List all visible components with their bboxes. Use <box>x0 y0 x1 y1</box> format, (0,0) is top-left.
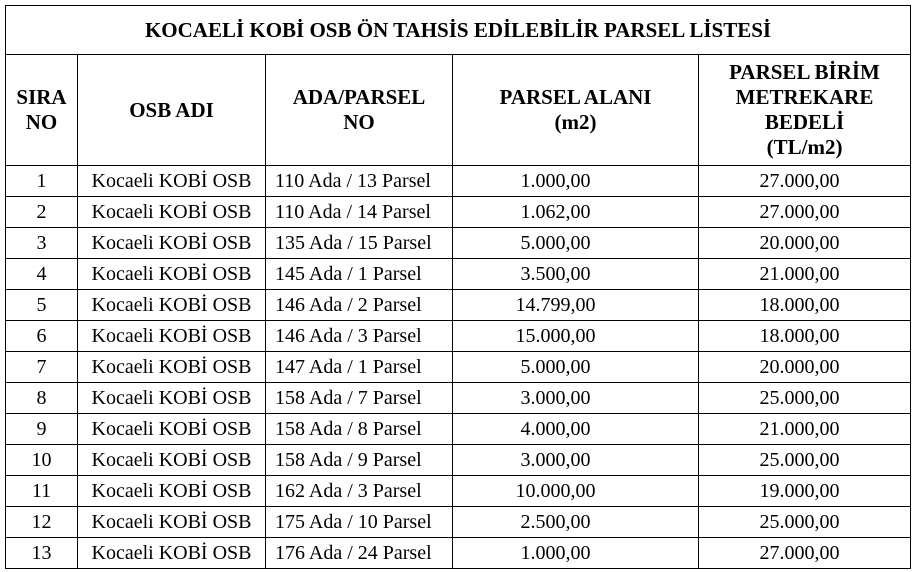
cell-birim-bedel: 18.000,00 <box>699 321 911 352</box>
cell-ada-parsel: 158 Ada / 7 Parsel <box>266 383 453 414</box>
table-row <box>6 538 911 569</box>
table-title: KOCAELİ KOBİ OSB ÖN TAHSİS EDİLEBİLİR PARSEL LİSTESİ <box>6 6 911 55</box>
table-row <box>6 321 911 352</box>
cell-ada-parsel: 110 Ada / 13 Parsel <box>266 166 453 197</box>
cell-birim-bedel: 27.000,00 <box>699 538 911 569</box>
cell-ada-parsel: 146 Ada / 2 Parsel <box>266 290 453 321</box>
header-line: ADA/PARSEL <box>292 85 426 109</box>
cell-parsel-alani: 3.500,00 <box>453 259 699 290</box>
header-line: (TL/m2) <box>766 135 843 159</box>
cell-parsel-alani: 10.000,00 <box>453 476 699 507</box>
cell-osb-adi: Kocaeli KOBİ OSB <box>78 259 266 290</box>
header-birim-bedel <box>699 55 911 166</box>
cell-parsel-alani: 1.000,00 <box>453 538 699 569</box>
cell-birim-bedel: 18.000,00 <box>699 290 911 321</box>
table-row <box>6 228 911 259</box>
cell-parsel-alani: 1.000,00 <box>453 166 699 197</box>
cell-parsel-alani: 2.500,00 <box>453 507 699 538</box>
cell-sira-no: 8 <box>6 383 78 414</box>
header-line: NO <box>25 110 58 134</box>
header-line: OSB ADI <box>129 97 214 122</box>
cell-ada-parsel: 158 Ada / 9 Parsel <box>266 445 453 476</box>
header-sira-no <box>6 55 78 166</box>
cell-parsel-alani: 14.799,00 <box>453 290 699 321</box>
parcel-list-document <box>5 5 910 567</box>
cell-osb-adi: Kocaeli KOBİ OSB <box>78 352 266 383</box>
cell-birim-bedel: 20.000,00 <box>699 352 911 383</box>
header-line: PARSEL BİRİM <box>729 60 880 84</box>
cell-osb-adi: Kocaeli KOBİ OSB <box>78 414 266 445</box>
cell-parsel-alani: 5.000,00 <box>453 352 699 383</box>
table-row <box>6 507 911 538</box>
cell-sira-no: 12 <box>6 507 78 538</box>
cell-osb-adi: Kocaeli KOBİ OSB <box>78 445 266 476</box>
parcel-table <box>5 5 911 569</box>
cell-sira-no: 5 <box>6 290 78 321</box>
cell-birim-bedel: 27.000,00 <box>699 166 911 197</box>
header-line: BEDELİ <box>764 110 845 134</box>
header-ada-parsel <box>266 55 453 166</box>
table-row <box>6 476 911 507</box>
cell-parsel-alani: 15.000,00 <box>453 321 699 352</box>
cell-osb-adi: Kocaeli KOBİ OSB <box>78 538 266 569</box>
header-line: NO <box>343 110 375 134</box>
table-row <box>6 259 911 290</box>
cell-ada-parsel: 135 Ada / 15 Parsel <box>266 228 453 259</box>
cell-ada-parsel: 145 Ada / 1 Parsel <box>266 259 453 290</box>
cell-birim-bedel: 25.000,00 <box>699 445 911 476</box>
cell-ada-parsel: 158 Ada / 8 Parsel <box>266 414 453 445</box>
cell-osb-adi: Kocaeli KOBİ OSB <box>78 321 266 352</box>
cell-osb-adi: Kocaeli KOBİ OSB <box>78 290 266 321</box>
table-row <box>6 290 911 321</box>
cell-ada-parsel: 110 Ada / 14 Parsel <box>266 197 453 228</box>
cell-ada-parsel: 147 Ada / 1 Parsel <box>266 352 453 383</box>
cell-osb-adi: Kocaeli KOBİ OSB <box>78 197 266 228</box>
cell-sira-no: 1 <box>6 166 78 197</box>
cell-sira-no: 13 <box>6 538 78 569</box>
cell-sira-no: 11 <box>6 476 78 507</box>
cell-birim-bedel: 27.000,00 <box>699 197 911 228</box>
cell-birim-bedel: 25.000,00 <box>699 507 911 538</box>
table-row <box>6 414 911 445</box>
cell-osb-adi: Kocaeli KOBİ OSB <box>78 166 266 197</box>
cell-parsel-alani: 3.000,00 <box>453 445 699 476</box>
header-line: (m2) <box>554 110 597 134</box>
header-line: PARSEL ALANI <box>499 85 652 109</box>
cell-ada-parsel: 176 Ada / 24 Parsel <box>266 538 453 569</box>
cell-sira-no: 3 <box>6 228 78 259</box>
cell-ada-parsel: 175 Ada / 10 Parsel <box>266 507 453 538</box>
cell-birim-bedel: 20.000,00 <box>699 228 911 259</box>
cell-birim-bedel: 19.000,00 <box>699 476 911 507</box>
table-row <box>6 383 911 414</box>
header-osb-adi <box>78 55 266 166</box>
header-row <box>6 55 911 166</box>
cell-parsel-alani: 4.000,00 <box>453 414 699 445</box>
cell-sira-no: 7 <box>6 352 78 383</box>
cell-osb-adi: Kocaeli KOBİ OSB <box>78 228 266 259</box>
cell-sira-no: 9 <box>6 414 78 445</box>
cell-birim-bedel: 21.000,00 <box>699 414 911 445</box>
cell-ada-parsel: 146 Ada / 3 Parsel <box>266 321 453 352</box>
cell-sira-no: 6 <box>6 321 78 352</box>
table-row <box>6 352 911 383</box>
cell-parsel-alani: 5.000,00 <box>453 228 699 259</box>
cell-ada-parsel: 162 Ada / 3 Parsel <box>266 476 453 507</box>
cell-parsel-alani: 3.000,00 <box>453 383 699 414</box>
header-line: SIRA <box>16 85 67 109</box>
table-row <box>6 197 911 228</box>
header-parsel-alani <box>453 55 699 166</box>
cell-birim-bedel: 21.000,00 <box>699 259 911 290</box>
cell-parsel-alani: 1.062,00 <box>453 197 699 228</box>
cell-sira-no: 10 <box>6 445 78 476</box>
cell-osb-adi: Kocaeli KOBİ OSB <box>78 507 266 538</box>
title-row <box>6 6 911 55</box>
table-row <box>6 445 911 476</box>
table-row <box>6 166 911 197</box>
cell-birim-bedel: 25.000,00 <box>699 383 911 414</box>
cell-osb-adi: Kocaeli KOBİ OSB <box>78 383 266 414</box>
cell-sira-no: 4 <box>6 259 78 290</box>
cell-sira-no: 2 <box>6 197 78 228</box>
header-line: METREKARE <box>735 85 874 109</box>
cell-osb-adi: Kocaeli KOBİ OSB <box>78 476 266 507</box>
